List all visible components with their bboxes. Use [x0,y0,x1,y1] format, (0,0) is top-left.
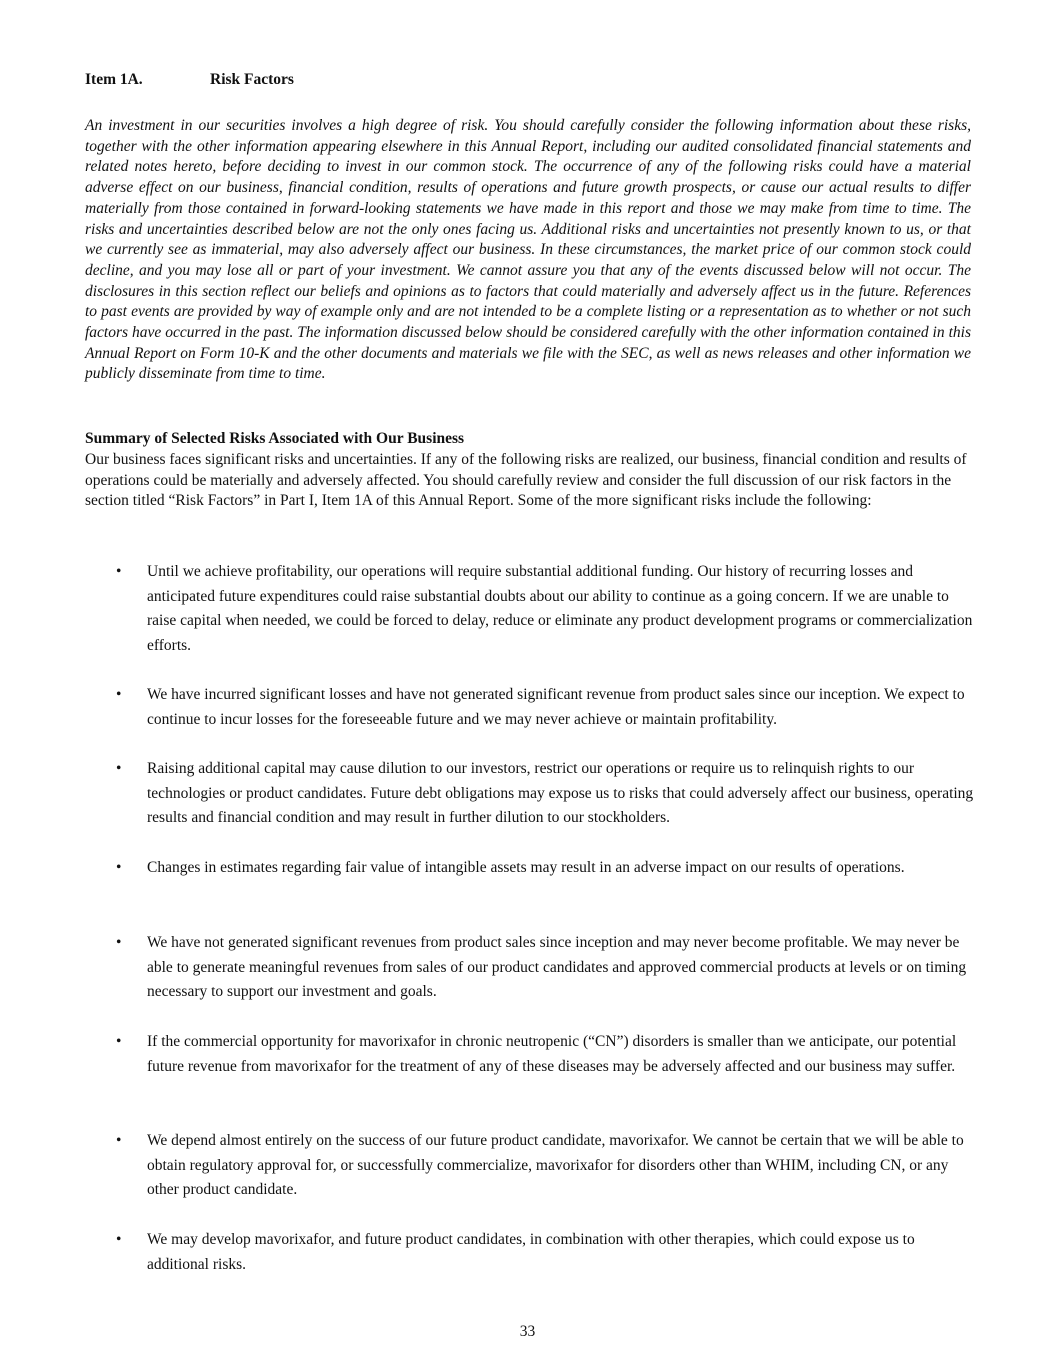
risk-text: We have not generated significant revenues from product sales since inception and may never become profitable. We may never be able to generate meaningful revenues from sales of our product candidates and approved commercial products at levels or on timing necessary to support our investment and goals. [147,934,967,1001]
bullet-icon: • [116,760,122,777]
bullet-icon: • [116,686,122,703]
bullet-icon: • [116,934,122,951]
risk-text: We depend almost entirely on the success of our future product candidate, mavorixafor. We cannot be certain that we will be able to obtain regulatory approval for, or successfully commercialize, mavorixafor for disorders other than WHIM, including CN, or any other product candidate. [147,1132,964,1199]
bullet-icon: • [116,563,122,580]
item-heading [85,70,294,90]
bullet-icon: • [116,859,122,876]
risk-text: We have incurred significant losses and have not generated significant revenue from product sales since our inception. We expect to continue to incur losses for the foreseeable future and we may never achieve or maintain profitability. [147,686,965,728]
bullet-icon: • [116,1033,122,1050]
risk-text: We may develop mavorixafor, and future product candidates, in combination with other therapies, which could expose us to additional risks. [147,1231,915,1273]
bullet-icon: • [116,1231,122,1248]
risk-text: Changes in estimates regarding fair value of intangible assets may result in an adverse impact on our results of operations. [147,859,905,876]
bullet-icon: • [116,1132,122,1149]
item-title: Risk Factors [210,71,294,88]
page-number: 33 [519,1323,536,1340]
summary-paragraph: Our business faces significant risks and uncertainties. If any of the following risks are realized, our business, financial condition and results of operations could be materially and adversely affected. You should carefully review and consider the full discussion of our risk factors in the section titled “Risk Factors” in Part I, Item 1A of this Annual Report. Some of the more significant risks include the following: [85,451,967,510]
risk-text: Until we achieve profitability, our operations will require substantial additional funding. Our history of recurring losses and anticipated future expenditures could raise substantial doubts about our ability to continue as a going concern. If we are unable to raise capital when needed, we could be forced to delay, reduce or eliminate any product development programs or commercialization efforts. [147,563,973,655]
intro-paragraph: An investment in our securities involves a high degree of risk. You should carefully consider the following information about these risks, together with the other information appearing elsewhere in this Annual Report, including our audited consolidated financial statements and related notes hereto, before deciding to invest in our common stock. The occurrence of any of the following risks could have a material adverse effect on our business, financial condition, results of operations and future growth prospects, or cause our actual results to differ materially from those contained in forward-looking statements we have made in this report and those we may make from time to time. The risks and uncertainties described below are not the only ones facing us. Additional risks and uncertainties not presently known to us, or that we currently see as immaterial, may also adversely affect our business. In these circumstances, the market price of our common stock could decline, and you may lose all or part of your investment. We cannot assure you that any of the events discussed below will not occur. The disclosures in this section reflect our beliefs and opinions as to factors that could materially and adversely affect us in the future. References to past events are provided by way of example only and are not intended to be a complete listing or a representation as to whether or not such factors have occurred in the past. The information discussed below should be considered carefully with the other information contained in this Annual Report on Form 10-K and the other documents and materials we file with the SEC, as well as news releases and other information we publicly disseminate from time to time. [85,117,971,383]
risk-text: Raising additional capital may cause dilution to our investors, restrict our operations or require us to relinquish rights to our technologies or product candidates. Future debt obligations may expose us to risks that could adversely affect our business, operating results and financial condition and may result in further dilution to our stockholders. [147,760,974,827]
item-number: Item 1A. [85,71,143,88]
risk-text: If the commercial opportunity for mavorixafor in chronic neutropenic (“CN”) disorders is smaller than we anticipate, our potential future revenue from mavorixafor for the treatment of any of these diseases may be adversely affected and our business may suffer. [147,1033,957,1075]
summary-heading: Summary of Selected Risks Associated with Our Business [85,430,465,447]
